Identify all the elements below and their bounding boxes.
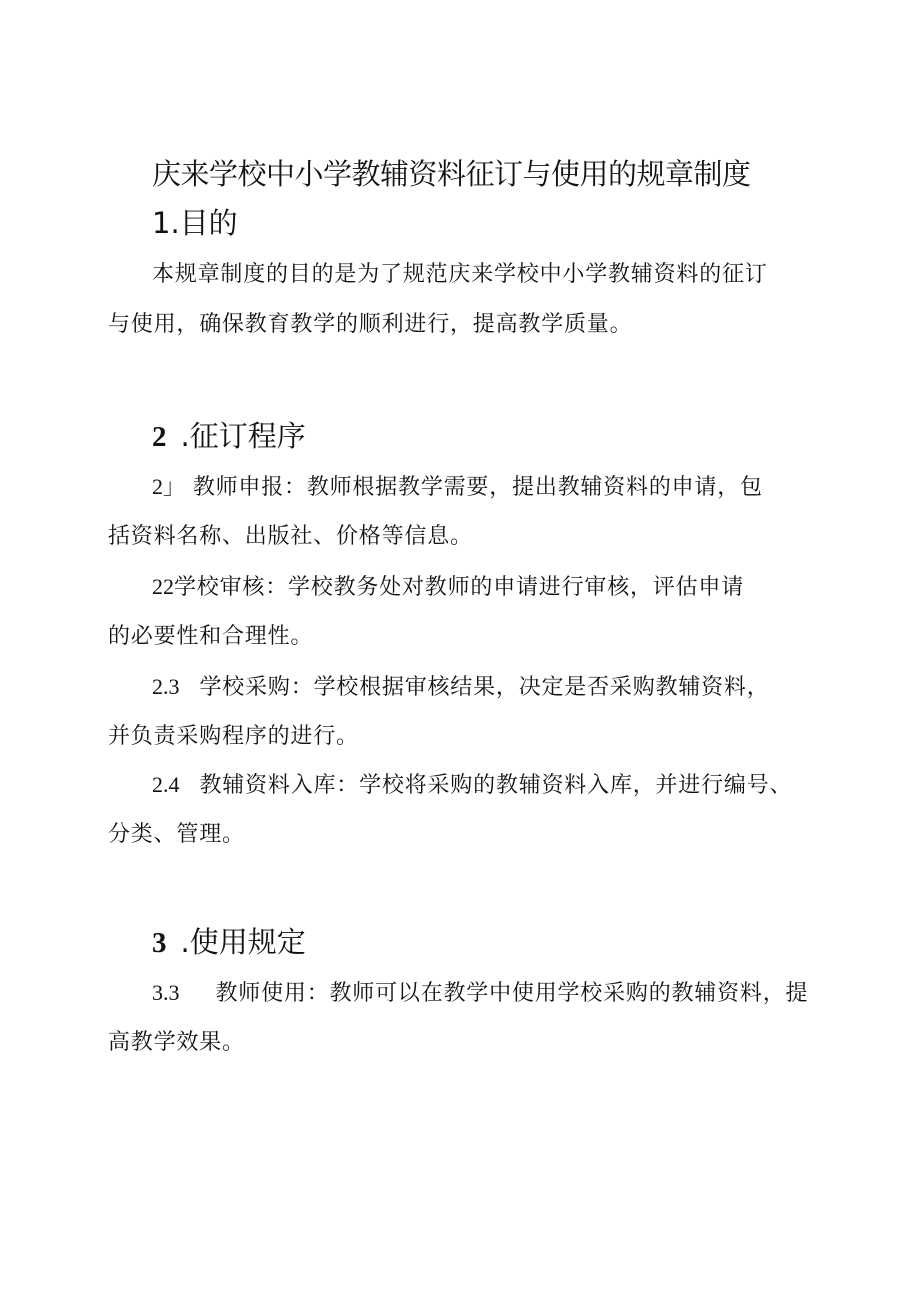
item-2-1-number: 2」 — [152, 474, 186, 499]
section-2-heading-text: .征订程序 — [180, 419, 306, 453]
document-title: 庆来学校中小学教辅资料征订与使用的规章制度 — [152, 157, 751, 191]
item-3-3-line-2: 高教学效果。 — [108, 1030, 245, 1055]
item-3-3-number: 3.3 — [152, 980, 180, 1005]
section-2-heading — [152, 419, 306, 453]
item-2-2-text: 学校审核：学校教务处对教师的申请进行审核，评估申请 — [174, 575, 745, 600]
item-2-3-line-2: 并负责采购程序的进行。 — [108, 724, 359, 749]
item-2-1-line-2: 括资料名称、出版社、价格等信息。 — [108, 524, 473, 549]
item-2-2-line-1 — [152, 576, 744, 599]
section-1-paragraph-line-2: 与使用，确保教育教学的顺利进行，提高教学质量。 — [108, 312, 633, 337]
item-2-4-number: 2.4 — [152, 772, 180, 797]
item-2-1-text: 教师申报：教师根据教学需要，提出教辅资料的申请，包 — [192, 475, 763, 500]
item-2-4-line-2: 分类、管理。 — [108, 822, 245, 847]
item-2-2-number: 22 — [152, 574, 174, 599]
item-2-4-line-1 — [152, 774, 792, 797]
section-3-heading-text: .使用规定 — [180, 925, 306, 959]
section-1-heading: 1.目的 — [152, 206, 238, 240]
section-3-heading — [152, 925, 306, 959]
item-2-3-number: 2.3 — [152, 674, 180, 699]
section-2-heading-number: 2 — [152, 421, 167, 453]
item-3-3-line-1 — [152, 982, 808, 1005]
item-2-3-text: 学校采购：学校根据审核结果，决定是否采购教辅资料， — [199, 675, 770, 700]
item-2-1-line-1 — [152, 476, 763, 499]
item-2-4-text: 教辅资料入库：学校将采购的教辅资料入库，并进行编号、 — [199, 773, 793, 798]
item-3-3-text: 教师使用：教师可以在教学中使用学校采购的教辅资料，提 — [215, 981, 809, 1006]
section-3-heading-number: 3 — [152, 927, 167, 959]
item-2-2-line-2: 的必要性和合理性。 — [108, 624, 314, 649]
item-2-3-line-1 — [152, 676, 770, 699]
section-1-paragraph-line-1: 本规章制度的目的是为了规范庆来学校中小学教辅资料的征订 — [152, 262, 768, 287]
